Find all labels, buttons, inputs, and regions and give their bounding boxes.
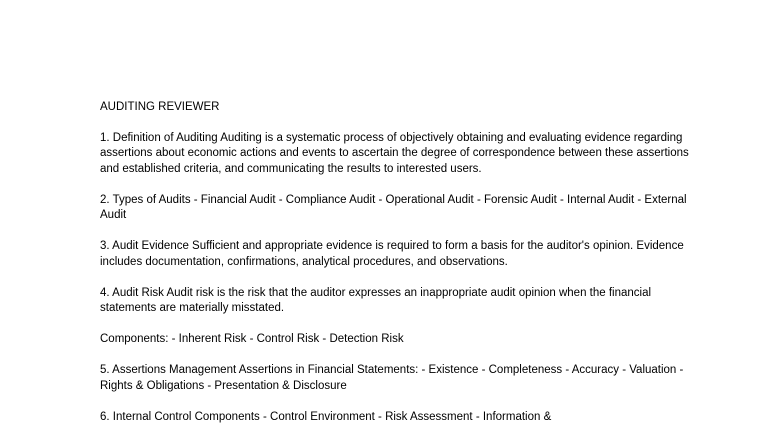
paragraph-internal-control: 6. Internal Control Components - Control Environment - Risk Assessment - Information & xyxy=(100,410,552,423)
paragraph-audit-risk: 4. Audit Risk Audit risk is the risk that the auditor expresses an inappropriate audit opinion when the financial statements are materially misstated. xyxy=(100,286,652,314)
document-body xyxy=(100,100,690,441)
paragraph-assertions: 5. Assertions Management Assertions in Financial Statements: - Existence - Completeness - Accuracy - Valuation - Rights & Obligations - Presentation & Disclosure xyxy=(100,364,684,392)
document-title: AUDITING REVIEWER xyxy=(100,101,220,113)
paragraph-risk-components: Components: - Inherent Risk - Control Risk - Detection Risk xyxy=(100,333,404,345)
paragraph-definition-of-auditing: 1. Definition of Auditing Auditing is a systematic process of objectively obtaining and evaluating evidence regarding assertions about economic actions and events to ascertain the degree of correspondence between these assertions and established criteria, and communicating the results to interested users. xyxy=(100,131,689,175)
paragraph-audit-evidence: 3. Audit Evidence Sufficient and appropriate evidence is required to form a basis for the auditor's opinion. Evidence includes documentation, confirmations, analytical procedures, and observations. xyxy=(100,240,684,268)
paragraph-types-of-audits: 2. Types of Audits - Financial Audit - Compliance Audit - Operational Audit - Forensic Audit - Internal Audit - External Audit xyxy=(100,193,687,221)
